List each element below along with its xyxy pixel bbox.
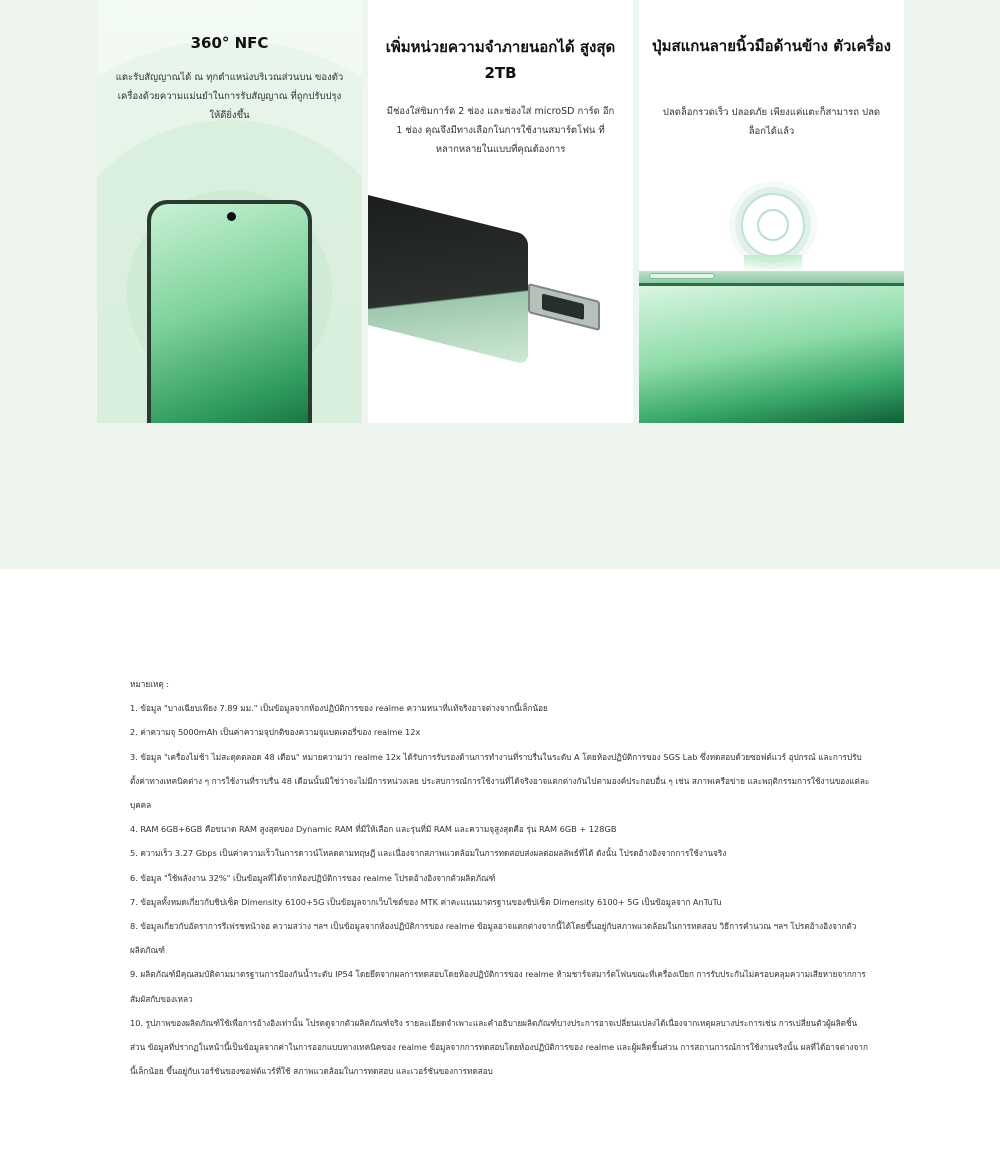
note-item: 4. RAM 6GB+6GB คือขนาด RAM สูงสุดของ Dynamic RAM ที่มีให้เลือก และรุ่นที่มี RAM และความจุสูงสุดคือ รุ่น RAM 6GB + 128GB	[130, 824, 617, 835]
sim-tray-image	[528, 283, 600, 331]
feature-description: ปลดล็อกรวดเร็ว ปลอดภัย เพียงแค่แตะก็สามารถ ปลดล็อกได้แล้ว	[662, 107, 881, 137]
note-item: 5. ความเร็ว 3.27 Gbps เป็นค่าความเร็วในการดาวน์โหลดตามทฤษฎี และเนื่องจากสภาพแวดล้อมในการทดสอบส่งผลต่อผลลัพธ์ที่ได้ ดังนั้น โปรดอ้างอิงจากการใช้งานจริง	[130, 848, 727, 859]
feature-title: 360° NFC	[190, 34, 269, 52]
fingerprint-icon	[741, 193, 805, 257]
note-item: 10. รูปภาพของผลิตภัณฑ์ใช้เพื่อการอ้างอิงเท่านั้น โปรดดูจากตัวผลิตภัณฑ์จริง รายละเอียดจำเพาะและคำอธิบายผลิตภัณฑ์บางประการอาจเปลี่ยนแปลงได้เนื่องจากเหตุผลบางประการเช่น การเปลี่ยนตัวผู้ผลิตชิ้นส่วน ข้อมูลที่ปรากฏในหน้านี้เป็นข้อมูลจากค่าในการออกแบบทางเทคนิคของ realme ข้อมูลจากการทดสอบโดยห้องปฏิบัติการของ realme และผู้ผลิตชิ้นส่วน การสถานการณ์การใช้งานจริงนั้น ผลที่ได้อาจต่างจากนี้เล็กน้อย ขึ้นอยู่กับเวอร์ชันของซอฟต์แวร์ที่ใช้ สภาพแวดล้อมในการทดสอบ และเวอร์ชันของการทดสอบ	[130, 1017, 868, 1077]
feature-description: แตะรับสัญญาณได้ ณ ทุกตำแหน่งบริเวณส่วนบน ของตัวเครื่องด้วยความแม่นยำในการรับสัญญาณ ที่ถูกปรับปรุงให้ดียิ่งขึ้น	[115, 72, 344, 121]
phone-screen	[151, 204, 308, 423]
phone-front-image	[147, 200, 312, 423]
notes-title: หมายเหตุ :	[130, 679, 170, 689]
note-item: 2. ค่าความจุ 5000mAh เป็นค่าความจุปกติของความจุแบตเตอรี่ของ realme 12x	[130, 727, 421, 738]
note-item: 7. ข้อมูลทั้งหมดเกี่ยวกับชิปเซ็ต Dimensity 6100+5G เป็นข้อมูลจากเว็บไซต์ของ MTK ค่าคะแนนมาตรฐานของชิปเซ็ต Dimensity 6100+ 5G เป็นข้อมูลจาก AnTuTu	[130, 896, 722, 907]
note-item: 6. ข้อมูล "ใช้พลังงาน 32%" เป็นข้อมูลที่ได้จากห้องปฏิบัติการของ realme โปรดอ้างอิงจากตัวผลิตภัณฑ์	[130, 872, 496, 883]
note-item: 8. ข้อมูลเกี่ยวกับอัตราการรีเฟรชหน้าจอ ความสว่าง ฯลฯ เป็นข้อมูลจากห้องปฏิบัติการของ realme ข้อมูลอาจแตกต่างจากนี้ได้โดยขึ้นอยู่กับสภาพแวดล้อมในการทดสอบ วิธีการคำนวณ ฯลฯ โปรดอ้างอิงจากตัวผลิตภัณฑ์	[130, 921, 857, 956]
note-item: 3. ข้อมูล "เครื่องไม่ช้า ไม่สะดุดตลอด 48 เดือน" หมายความว่า realme 12x ได้รับการรับรองด้านการทำงานที่ราบรื่นในระดับ A โดยห้องปฏิบัติการของ SGS Lab ซึ่งทดสอบด้วยซอฟต์แวร์ อุปกรณ์ และการปรับตั้งค่าทางเทคนิคต่าง ๆ การใช้งานที่ราบรื่น 48 เดือนนั้นมิใช่ว่าจะไม่มีการหน่วงเลย ประสบการณ์การใช้งานที่ได้จริงอาจแตกต่างกันไปตามองค์ประกอบอื่น ๆ เช่น สภาพเครือข่าย และพฤติกรรมการใช้งานของแต่ละบุคคล	[130, 751, 870, 811]
phone-corner-image	[368, 195, 528, 365]
note-item: 9. ผลิตภัณฑ์มีคุณสมบัติตามมาตรฐานการป้องกันน้ำระดับ IP54 โดยยึดจากผลการทดสอบโดยห้องปฏิบัติการของ realme ห้ามชาร์จสมาร์ตโฟนขณะที่เครื่องเปียก การรับประกันไม่ครอบคลุมความเสียหายจากการสัมผัสกับของเหลว	[130, 969, 866, 1004]
microsd-card-icon	[542, 294, 584, 320]
front-camera-icon	[227, 212, 236, 221]
volume-button-image	[649, 273, 715, 279]
feature-title: เพิ่มหน่วยความจำภายนอกได้ สูงสุด 2TB	[385, 38, 616, 82]
phone-back-image	[639, 283, 904, 423]
feature-title: ปุ่มสแกนลายนิ้วมือด้านข้าง ตัวเครื่อง	[652, 37, 891, 55]
disclaimer-notes	[130, 672, 870, 1083]
fingerprint-inner-ring	[757, 209, 789, 241]
feature-description: มีช่องใส่ซิมการ์ด 2 ช่อง และช่องใส่ microSD การ์ด อีก 1 ช่อง คุณจึงมีทางเลือกในการใช้งานสมาร์ตโฟน ที่หลากหลายในแบบที่คุณต้องการ	[386, 106, 615, 155]
feature-card-nfc	[97, 0, 362, 423]
feature-card-storage	[368, 0, 633, 423]
feature-card-fingerprint	[639, 0, 904, 423]
note-item: 1. ข้อมูล "บางเฉียบเพียง 7.89 มม." เป็นข้อมูลจากห้องปฏิบัติการของ realme ความหนาที่แท้จริงอาจต่างจากนี้เล็กน้อย	[130, 703, 548, 714]
